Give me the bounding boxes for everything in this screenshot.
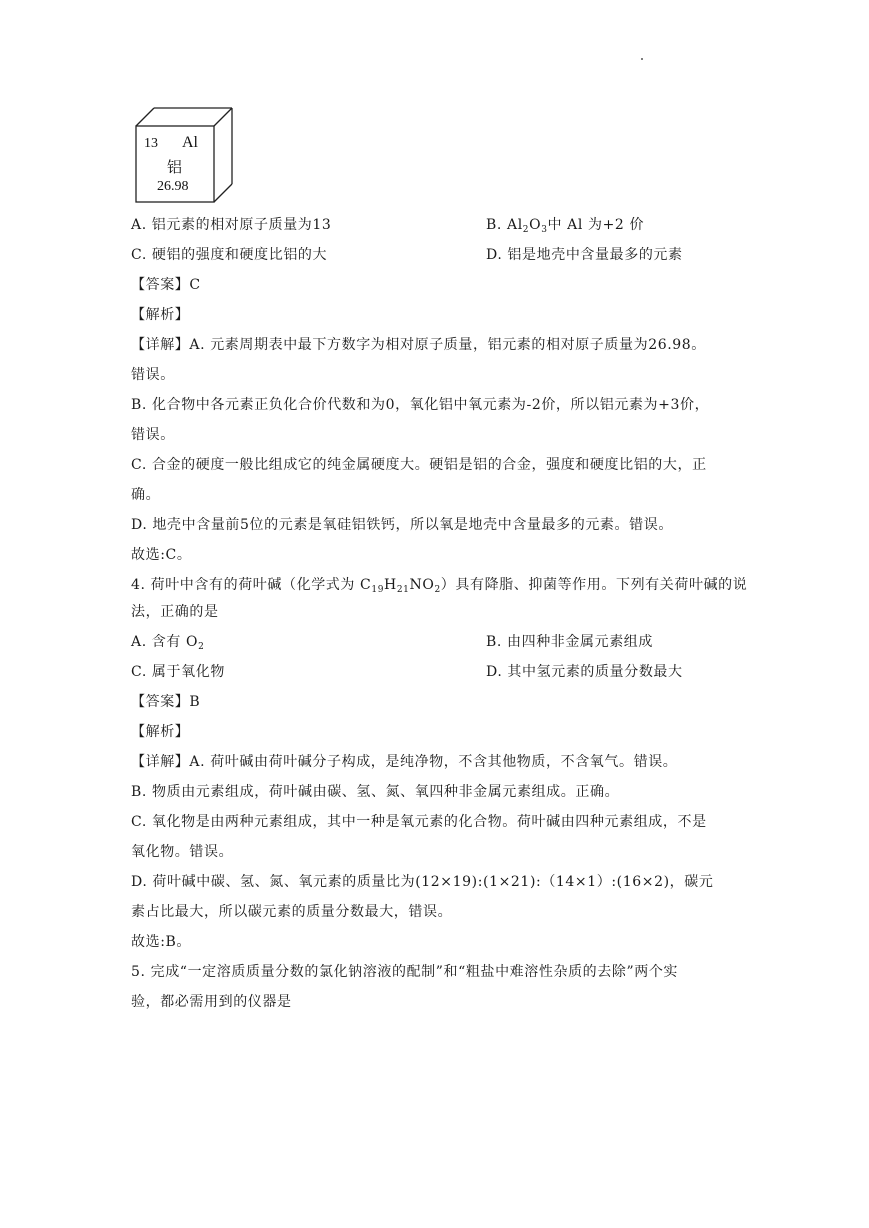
element-name: 铝 [167,160,183,176]
q4-choice: 故选:B。 [131,934,192,950]
subscript: 2 [434,585,441,595]
q4-stem-text: ）具有降脂、抑菌等作用。下列有关荷叶碱的说 [440,577,748,593]
q4-stem-text: NO [409,577,435,593]
q3-analysis-label: 【解析】 [131,307,190,323]
q4-option-a [131,632,204,652]
q3-detail-line: 【详解】A. 元素周期表中最下方数字为相对原子质量，铝元素的相对原子质量为26.98。 [131,337,706,353]
q3-option-b-text: O [529,217,542,233]
subscript: 2 [198,642,205,652]
q4-detail-line: D. 荷叶碱中碳、氢、氮、氧元素的质量比为(12×19):(1×21):（14×1）:(16×2)，碳元 [131,874,714,890]
q4-detail-line: 氧化物。错误。 [131,844,234,860]
q4-option-d: D. 其中氢元素的质量分数最大 [486,664,683,680]
q3-option-b-text: B. Al [486,217,523,233]
element-symbol: Al [182,134,198,151]
q3-option-c: C. 硬铝的强度和硬度比铝的大 [131,247,328,263]
q3-choice: 故选:C。 [131,547,192,563]
q4-option-a-text: A. 含有 O [131,634,199,650]
q4-stem [131,575,747,595]
q3-option-d: D. 铝是地壳中含量最多的元素 [486,247,683,263]
q4-stem-line2: 法，正确的是 [131,604,219,620]
subscript: 2 [522,225,530,235]
q3-detail-line: D. 地壳中含量前5位的元素是氧硅铝铁钙，所以氧是地壳中含量最多的元素。错误。 [131,517,673,533]
q4-detail-line: C. 氧化物是由两种元素组成，其中一种是氧元素的化合物。荷叶碱由四种元素组成，不是 [131,814,707,830]
page-dot [641,58,643,60]
q5-stem: 5. 完成“一定溶质质量分数的氯化钠溶液的配制”和“粗盐中难溶性杂质的去除”两个实 [131,964,679,980]
q3-detail-line: 错误。 [131,367,175,383]
q4-option-b: B. 由四种非金属元素组成 [486,634,653,650]
q3-option-b [486,215,644,235]
q3-option-a: A. 铝元素的相对原子质量为13 [131,217,332,233]
q4-stem-text: 4. 荷叶中含有的荷叶碱（化学式为 C [131,577,372,593]
subscript: 3 [541,225,548,235]
atomic-number: 13 [144,136,158,151]
q3-detail-line: B. 化合物中各元素正负化合价代数和为0，氧化铝中氧元素为-2价，所以铝元素为+3价， [131,397,710,413]
aluminum-element-card [132,106,236,206]
q4-option-c: C. 属于氧化物 [131,664,225,680]
atomic-mass: 26.98 [157,179,189,194]
q3-option-b-text: 中 Al 为+2 价 [547,217,645,233]
q3-answer: 【答案】C [131,277,201,293]
subscript: 21 [396,585,410,595]
q3-detail-line: C. 合金的硬度一般比组成它的纯金属硬度大。硬铝是铝的合金，强度和硬度比铝的大，正 [131,457,707,473]
q4-detail-line: B. 物质由元素组成，荷叶碱由碳、氢、氮、氧四种非金属元素组成。正确。 [131,784,620,800]
q3-detail-line: 确。 [131,487,161,503]
q3-detail-line: 错误。 [131,427,175,443]
subscript: 19 [371,585,385,595]
q5-stem-line2: 验，都必需用到的仪器是 [131,994,292,1010]
q4-detail-line: 素占比最大，所以碳元素的质量分数最大，错误。 [131,904,453,920]
q4-answer: 【答案】B [131,694,201,710]
q4-analysis-label: 【解析】 [131,724,190,740]
q4-detail-line: 【详解】A. 荷叶碱由荷叶碱分子构成，是纯净物，不含其他物质，不含氧气。错误。 [131,754,678,770]
q4-stem-text: H [384,577,397,593]
